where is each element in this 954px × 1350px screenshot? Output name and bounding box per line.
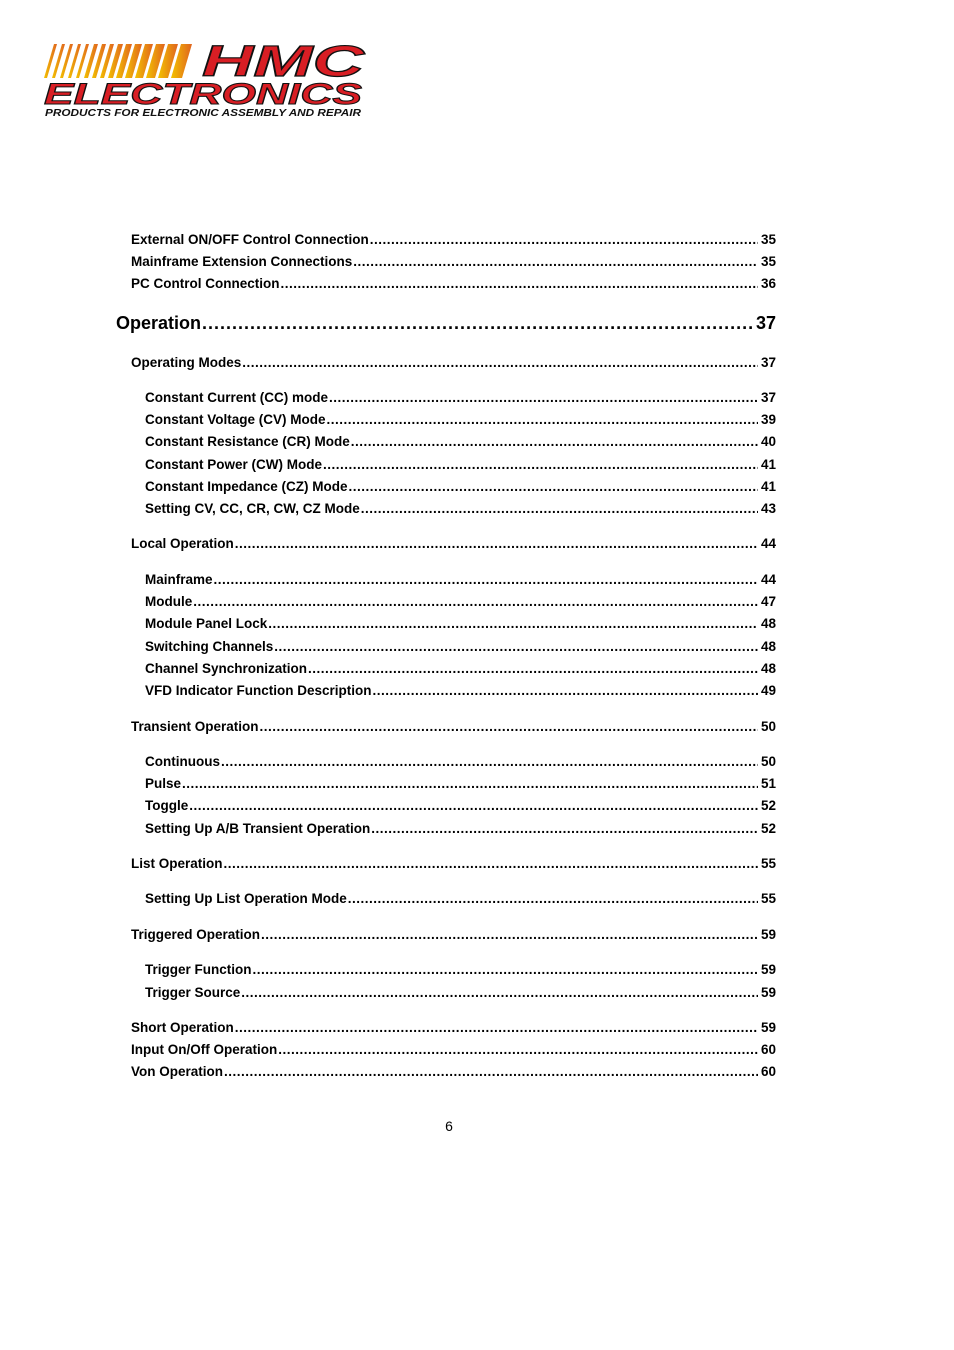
toc-entry-input-on-off-operation[interactable] (131, 1042, 776, 1057)
toc-entry-label: Pulse (145, 776, 182, 791)
dot-leader (224, 1064, 758, 1079)
toc-entry-label: Constant Voltage (CV) Mode (145, 412, 326, 427)
dot-leader (224, 856, 758, 871)
toc-entry-page: 55 (760, 856, 776, 871)
toc-entry-label: Setting CV, CC, CR, CW, CZ Mode (145, 501, 360, 516)
toc-entry-local-operation[interactable] (131, 536, 776, 551)
toc-entry-label: Setting Up A/B Transient Operation (145, 821, 371, 836)
dot-leader (214, 572, 758, 587)
toc-entry-page: 48 (760, 616, 776, 631)
dot-leader (371, 821, 758, 836)
dot-leader (327, 412, 758, 427)
toc-entry-page: 35 (760, 232, 776, 247)
toc-entry-label: Short Operation (131, 1020, 234, 1035)
toc-entry-von-operation[interactable] (131, 1064, 776, 1079)
toc-entry-page: 52 (760, 821, 776, 836)
dot-leader (241, 985, 758, 1000)
toc-entry-label: Mainframe Extension Connections (131, 254, 353, 269)
toc-entry-channel-synchronization[interactable] (145, 661, 776, 676)
toc-entry-page: 47 (760, 594, 776, 609)
dot-leader (373, 683, 758, 698)
toc-entry-label: Input On/Off Operation (131, 1042, 278, 1057)
toc-entry-label: Switching Channels (145, 639, 274, 654)
toc-entry-page: 49 (760, 683, 776, 698)
hmc-electronics-logo (42, 40, 368, 120)
toc-entry-page: 52 (760, 798, 776, 813)
toc-entry-label: VFD Indicator Function Description (145, 683, 372, 698)
page-number: 6 (445, 1118, 453, 1134)
toc-entry-page: 48 (760, 661, 776, 676)
toc-chapter-page: 37 (755, 313, 776, 333)
dot-leader (261, 927, 758, 942)
toc-entry-label: Local Operation (131, 536, 234, 551)
toc-entry-page: 36 (760, 276, 776, 291)
toc-entry-external-on-off-control-connection[interactable] (131, 232, 776, 247)
toc-entry-mainframe[interactable] (145, 572, 776, 587)
toc-entry-switching-channels[interactable] (145, 639, 776, 654)
toc-entry-triggered-operation[interactable] (131, 927, 776, 942)
dot-leader (370, 232, 758, 247)
toc-entry-setting-up-list-operation-mode[interactable] (145, 891, 776, 906)
dot-leader (349, 479, 758, 494)
toc-entry-label: Constant Current (CC) mode (145, 390, 328, 405)
dot-leader (202, 313, 753, 334)
toc-entry-label: Module (145, 594, 193, 609)
logo-subbrand-text: ELECTRONICS (44, 78, 362, 111)
toc-entry-label: Constant Impedance (CZ) Mode (145, 479, 348, 494)
logo-tagline-text: PRODUCTS FOR ELECTRONIC ASSEMBLY AND REPAIR (45, 107, 362, 119)
toc-chapter-operation[interactable] (116, 313, 776, 334)
toc-entry-page: 50 (760, 754, 776, 769)
toc-entry-constant-impedance-mode[interactable] (145, 479, 776, 494)
toc-entry-label: Triggered Operation (131, 927, 261, 942)
toc-entry-label: External ON/OFF Control Connection (131, 232, 369, 247)
dot-leader (242, 355, 758, 370)
dot-leader (268, 616, 758, 631)
toc-entry-operating-modes[interactable] (131, 355, 776, 370)
toc-entry-constant-voltage-mode[interactable] (145, 412, 776, 427)
dot-leader (235, 1020, 758, 1035)
toc-entry-page: 35 (760, 254, 776, 269)
toc-entry-page: 51 (760, 776, 776, 791)
toc-entry-label: Setting Up List Operation Mode (145, 891, 347, 906)
toc-entry-pulse[interactable] (145, 776, 776, 791)
dot-leader (348, 891, 758, 906)
toc-entry-label: Channel Synchronization (145, 661, 308, 676)
dot-leader (351, 434, 758, 449)
toc-entry-page: 59 (760, 962, 776, 977)
toc-entry-page: 59 (760, 1020, 776, 1035)
toc-entry-label: Module Panel Lock (145, 616, 268, 631)
toc-entry-pc-control-connection[interactable] (131, 276, 776, 291)
toc-entry-list-operation[interactable] (131, 856, 776, 871)
dot-leader (274, 639, 758, 654)
toc-entry-page: 43 (760, 501, 776, 516)
toc-entry-trigger-function[interactable] (145, 962, 776, 977)
toc-entry-page: 48 (760, 639, 776, 654)
toc-entry-module[interactable] (145, 594, 776, 609)
toc-entry-toggle[interactable] (145, 798, 776, 813)
dot-leader (329, 390, 758, 405)
toc-entry-setting-up-ab-transient-operation[interactable] (145, 821, 776, 836)
dot-leader (189, 798, 758, 813)
toc-entry-page: 41 (760, 457, 776, 472)
dot-leader (253, 962, 758, 977)
toc-entry-setting-modes[interactable] (145, 501, 776, 516)
dot-leader (323, 457, 758, 472)
toc-entry-constant-current-mode[interactable] (145, 390, 776, 405)
toc-chapter-label: Operation (116, 313, 202, 333)
toc-entry-label: Constant Power (CW) Mode (145, 457, 322, 472)
toc-entry-page: 44 (760, 536, 776, 551)
dot-leader (260, 719, 758, 734)
dot-leader (193, 594, 758, 609)
toc-entry-page: 55 (760, 891, 776, 906)
toc-entry-label: Operating Modes (131, 355, 242, 370)
dot-leader (235, 536, 758, 551)
toc-entry-continuous[interactable] (145, 754, 776, 769)
dot-leader (221, 754, 758, 769)
toc-entry-page: 37 (760, 390, 776, 405)
toc-entry-page: 59 (760, 927, 776, 942)
toc-entry-page: 44 (760, 572, 776, 587)
dot-leader (353, 254, 758, 269)
toc-entry-page: 41 (760, 479, 776, 494)
toc-entry-mainframe-extension-connections[interactable] (131, 254, 776, 269)
toc-entry-trigger-source[interactable] (145, 985, 776, 1000)
dot-leader (308, 661, 758, 676)
toc-entry-page: 60 (760, 1064, 776, 1079)
toc-entry-constant-resistance-mode[interactable] (145, 434, 776, 449)
toc-entry-label: Toggle (145, 798, 189, 813)
toc-entry-page: 60 (760, 1042, 776, 1057)
toc-entry-short-operation[interactable] (131, 1020, 776, 1035)
toc-entry-label: Trigger Source (145, 985, 241, 1000)
toc-entry-label: Transient Operation (131, 719, 259, 734)
toc-entry-module-panel-lock[interactable] (145, 616, 776, 631)
toc-entry-label: Trigger Function (145, 962, 252, 977)
toc-entry-page: 37 (760, 355, 776, 370)
toc-entry-page: 39 (760, 412, 776, 427)
toc-entry-label: Constant Resistance (CR) Mode (145, 434, 350, 449)
toc-entry-transient-operation[interactable] (131, 719, 776, 734)
stripes-graphic (44, 44, 192, 78)
dot-leader (278, 1042, 758, 1057)
toc-entry-label: List Operation (131, 856, 223, 871)
dot-leader (281, 276, 758, 291)
dot-leader (361, 501, 758, 516)
toc-entry-page: 40 (760, 434, 776, 449)
logo-brand-text: HMC (202, 40, 366, 86)
toc-entry-page: 59 (760, 985, 776, 1000)
toc-entry-page: 50 (760, 719, 776, 734)
toc-entry-vfd-indicator-function-description[interactable] (145, 683, 776, 698)
toc-entry-label: Continuous (145, 754, 220, 769)
dot-leader (182, 776, 758, 791)
toc-entry-label: Mainframe (145, 572, 213, 587)
toc-entry-label: Von Operation (131, 1064, 224, 1079)
toc-entry-constant-power-mode[interactable] (145, 457, 776, 472)
toc-entry-label: PC Control Connection (131, 276, 280, 291)
